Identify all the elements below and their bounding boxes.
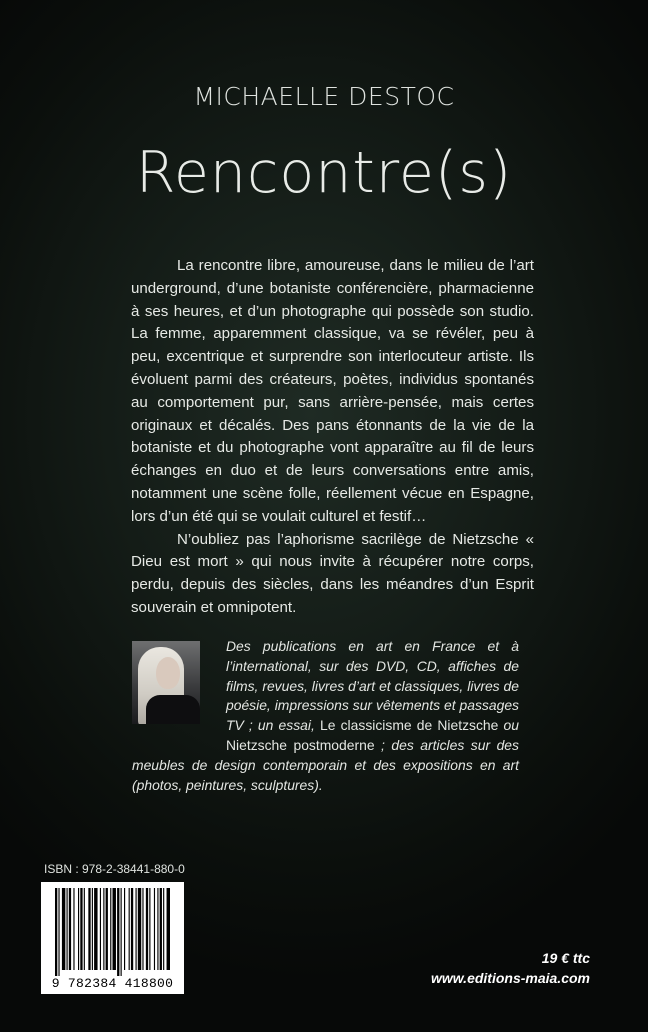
- publisher-website: www.editions-maia.com: [431, 970, 590, 986]
- synopsis-paragraph-1: La rencontre libre, amoureuse, dans le milieu de l’art underground, d’une botaniste conférencière, pharmacienne à ses heures, et d’un photographe qui possède son studio. La femme, apparemment classique, va se révéler, peu à peu, excentrique et surprendre son interlocuteur artiste. Ils évoluent parmi des créateurs, poètes, individus spontanés au comportement pur, sans arrière-pensée, mais certes originaux et décalés. Des pans étonnants de la vie de la botaniste et du photographe vont apparaître au fil de leurs échanges en duo et de leurs conversations entre amis, notamment une scène folle, réellement vécue en Espagne, lors d’un été qui se voulait culturel et festif…: [131, 257, 534, 525]
- bio-text-1: Des publications en art en France et à l’international, sur des DVD, CD, affiches de films, revues, livres d’art et classiques, livres de poésie, impressions sur vêtements et passages TV ; un essai,: [226, 638, 519, 734]
- synopsis-paragraph-2: N’oubliez pas l’aphorisme sacrilège de Nietzsche « Dieu est mort » qui nous invite à récupérer notre corps, perdu, depuis des siècles, dans les méandres d’un Esprit souverain et omnipotent.: [131, 530, 534, 616]
- author-name: MICHAELLE DESTOC: [193, 82, 455, 111]
- price: 19 € ttc: [541, 950, 590, 966]
- bio-book-title-a: Le classicisme de Nietzsche: [320, 717, 499, 734]
- synopsis: [131, 255, 534, 620]
- bio-book-title-b: Nietzsche postmoderne: [226, 736, 375, 753]
- isbn-label: ISBN : 978-2-38441-880-0: [44, 862, 185, 876]
- barcode-digits: 9 782384 418800: [51, 976, 174, 991]
- author-bio: [132, 637, 519, 795]
- book-title: Rencontre(s): [135, 140, 513, 206]
- barcode: [41, 882, 184, 994]
- bio-connector: ou: [498, 717, 520, 734]
- bio-text-2: ; des articles sur des meubles de design contemporain et des expositions en art (photos, peintures, sculptures).: [132, 736, 519, 793]
